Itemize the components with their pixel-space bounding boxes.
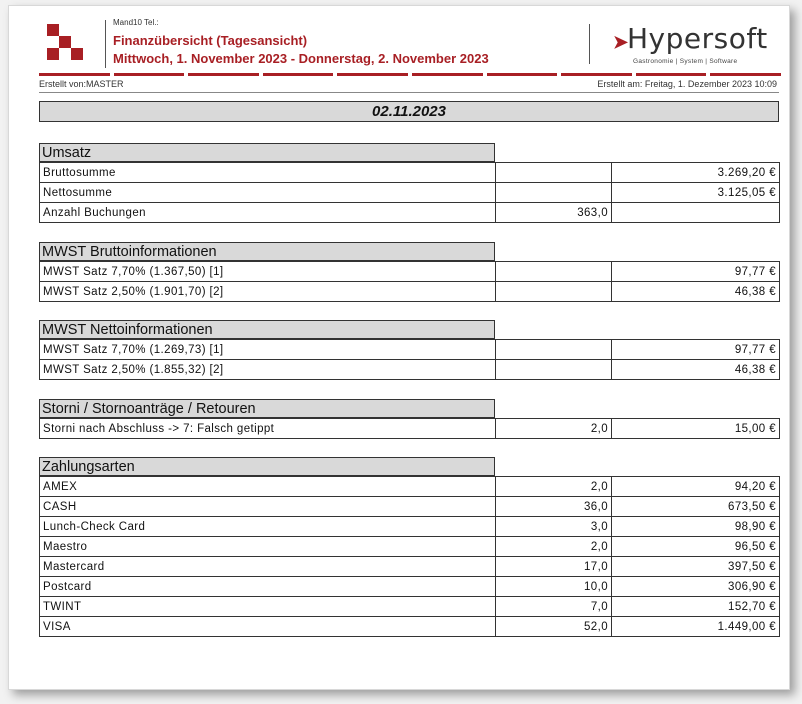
- table-row: [40, 340, 780, 360]
- storni-table: [39, 418, 780, 439]
- row-count: [496, 183, 612, 203]
- row-label: Bruttosumme: [40, 163, 496, 183]
- report-header: [39, 18, 781, 76]
- row-count: [496, 262, 612, 282]
- mand-label: Mand10 Tel.:: [113, 18, 159, 27]
- section-title: MWST Bruttoinformationen: [39, 242, 495, 261]
- report-page: [8, 5, 790, 690]
- row-label: CASH: [40, 497, 496, 517]
- table-row: [40, 477, 780, 497]
- table-row: [40, 163, 780, 183]
- hypersoft-mark-icon: ➤: [613, 32, 629, 52]
- row-label: Maestro: [40, 537, 496, 557]
- row-label: MWST Satz 7,70% (1.269,73) [1]: [40, 340, 496, 360]
- row-label: MWST Satz 7,70% (1.367,50) [1]: [40, 262, 496, 282]
- mwst-netto-table: [39, 339, 780, 380]
- row-label: Nettosumme: [40, 183, 496, 203]
- section-title: MWST Nettoinformationen: [39, 320, 495, 339]
- row-label: VISA: [40, 617, 496, 637]
- umsatz-table: [39, 162, 780, 223]
- section-zahlungsarten: [39, 457, 779, 637]
- row-amount: 3.125,05 €: [612, 183, 780, 203]
- row-label: Lunch-Check Card: [40, 517, 496, 537]
- meta-divider: [39, 92, 779, 93]
- company-logo-icon: [47, 24, 83, 64]
- row-count: [496, 360, 612, 380]
- row-label: Storni nach Abschluss -> 7: Falsch getippt: [40, 419, 496, 439]
- row-count: 2,0: [496, 477, 612, 497]
- row-count: 17,0: [496, 557, 612, 577]
- row-amount: 94,20 €: [612, 477, 780, 497]
- section-mwst-netto: [39, 320, 779, 380]
- row-count: 363,0: [496, 203, 612, 223]
- row-count: 3,0: [496, 517, 612, 537]
- table-row: [40, 617, 780, 637]
- section-title: Storni / Stornoanträge / Retouren: [39, 399, 495, 418]
- row-amount: 15,00 €: [612, 419, 780, 439]
- report-date-range: Mittwoch, 1. November 2023 - Donnerstag, 2. November 2023: [113, 51, 489, 66]
- header-divider-right: [589, 24, 590, 64]
- header-stripe: [39, 73, 781, 76]
- row-amount: 97,77 €: [612, 340, 780, 360]
- row-label: AMEX: [40, 477, 496, 497]
- section-umsatz: [39, 143, 779, 223]
- row-count: 7,0: [496, 597, 612, 617]
- report-title: Finanzübersicht (Tagesansicht): [113, 33, 308, 48]
- table-row: [40, 282, 780, 302]
- brand-tagline: Gastronomie | System | Software: [633, 58, 738, 65]
- table-row: [40, 183, 780, 203]
- row-amount: 306,90 €: [612, 577, 780, 597]
- table-row: [40, 577, 780, 597]
- row-count: [496, 282, 612, 302]
- row-amount: [612, 203, 780, 223]
- table-row: [40, 262, 780, 282]
- table-row: [40, 497, 780, 517]
- row-amount: 3.269,20 €: [612, 163, 780, 183]
- row-label: Mastercard: [40, 557, 496, 577]
- table-row: [40, 597, 780, 617]
- table-row: [40, 203, 780, 223]
- row-label: Postcard: [40, 577, 496, 597]
- row-count: 52,0: [496, 617, 612, 637]
- row-count: 10,0: [496, 577, 612, 597]
- date-heading: 02.11.2023: [39, 101, 779, 122]
- row-label: Anzahl Buchungen: [40, 203, 496, 223]
- table-row: [40, 537, 780, 557]
- hypersoft-logo: [613, 22, 773, 68]
- table-row: [40, 557, 780, 577]
- table-row: [40, 517, 780, 537]
- row-amount: 96,50 €: [612, 537, 780, 557]
- row-label: TWINT: [40, 597, 496, 617]
- section-title: Umsatz: [39, 143, 495, 162]
- row-label: MWST Satz 2,50% (1.855,32) [2]: [40, 360, 496, 380]
- table-row: [40, 360, 780, 380]
- row-amount: 98,90 €: [612, 517, 780, 537]
- row-count: 2,0: [496, 537, 612, 557]
- brand-name: Hypersoft: [627, 22, 768, 55]
- mwst-brutto-table: [39, 261, 780, 302]
- zahlungsarten-table: [39, 476, 780, 637]
- row-amount: 46,38 €: [612, 360, 780, 380]
- created-by: Erstellt von:MASTER: [39, 79, 124, 89]
- row-amount: 46,38 €: [612, 282, 780, 302]
- row-count: [496, 163, 612, 183]
- row-count: [496, 340, 612, 360]
- row-amount: 97,77 €: [612, 262, 780, 282]
- table-row: [40, 419, 780, 439]
- section-mwst-brutto: [39, 242, 779, 302]
- row-amount: 1.449,00 €: [612, 617, 780, 637]
- row-amount: 152,70 €: [612, 597, 780, 617]
- section-title: Zahlungsarten: [39, 457, 495, 476]
- row-amount: 397,50 €: [612, 557, 780, 577]
- created-at: Erstellt am: Freitag, 1. Dezember 2023 10:09: [597, 79, 777, 89]
- header-divider: [105, 20, 106, 68]
- section-storni: [39, 399, 779, 439]
- row-count: 36,0: [496, 497, 612, 517]
- row-count: 2,0: [496, 419, 612, 439]
- row-amount: 673,50 €: [612, 497, 780, 517]
- row-label: MWST Satz 2,50% (1.901,70) [2]: [40, 282, 496, 302]
